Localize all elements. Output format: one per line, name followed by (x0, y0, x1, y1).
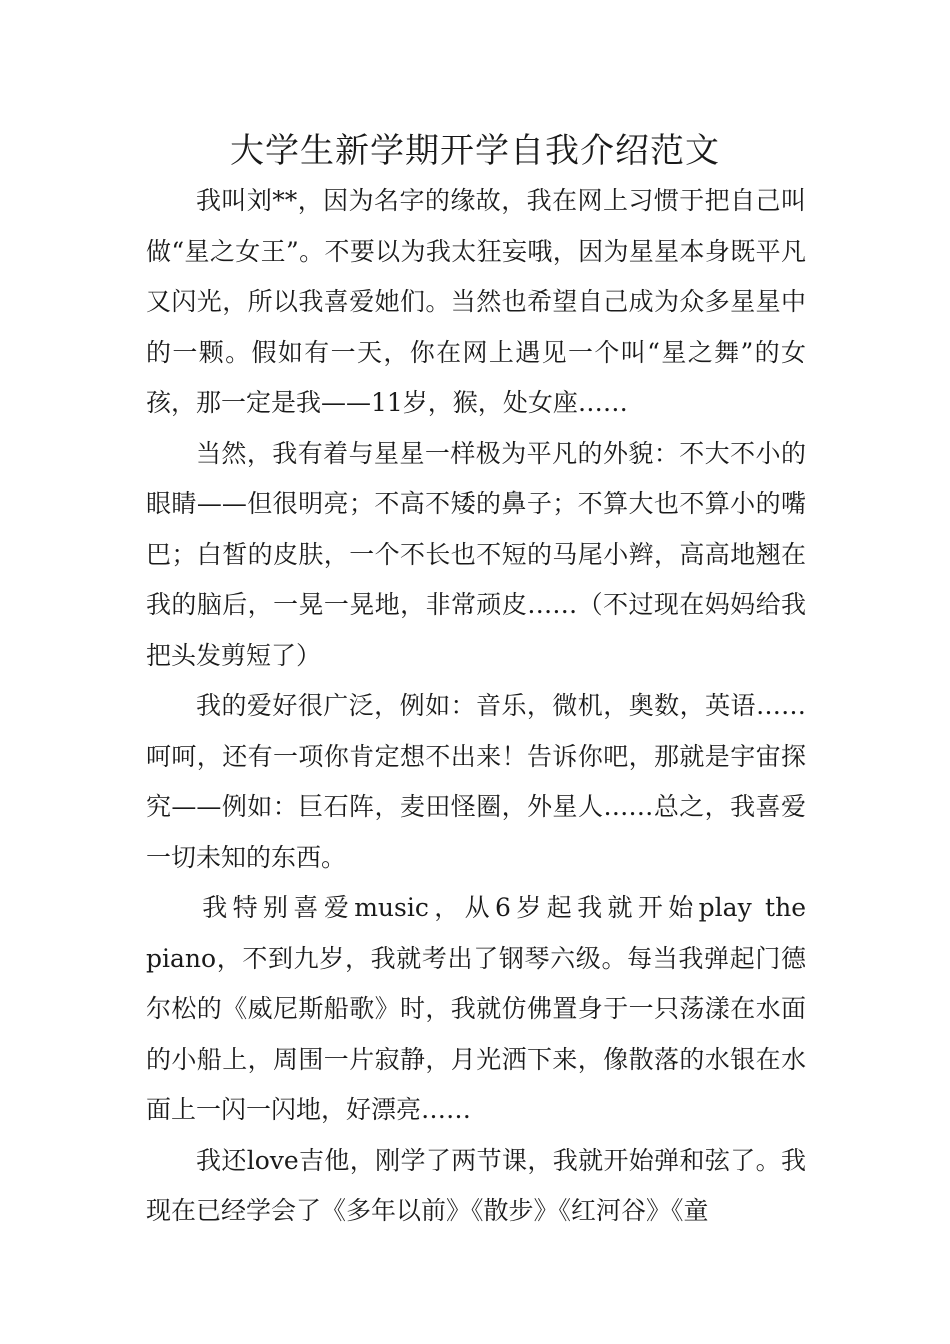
document-title: 大学生新学期开学自我介绍范文 (230, 131, 720, 171)
paragraph-guitar: 我还love吉他，刚学了两节课，我就开始弹和弦了。我现在已经学会了《多年以前》《散步》《红河谷》《童 (146, 1145, 806, 1225)
paragraph-hobbies: 我的爱好很广泛，例如：音乐，微机，奥数，英语……呵呵，还有一项你肯定想不出来！告诉你吧，那就是宇宙探究——例如：巨石阵，麦田怪圈，外星人……总之，我喜爱一切未知的东西。 (146, 691, 806, 872)
paragraph-intro: 我叫刘**，因为名字的缘故，我在网上习惯于把自己叫做“星之女王”。不要以为我太狂妄哦，因为星星本身既平凡又闪光，所以我喜爱她们。当然也希望自己成为众多星星中的一颗。假如有一天，你在网上遇见一个叫“星之舞”的女孩，那一定是我——11岁，猴，处女座…… (146, 186, 806, 417)
paragraph-appearance: 当然，我有着与星星一样极为平凡的外貌：不大不小的眼睛——但很明亮；不高不矮的鼻子；不算大也不算小的嘴巴；白皙的皮肤，一个不长也不短的马尾小辫，高高地翘在我的脑后，一晃一晃地，非常顽皮……（不过现在妈妈给我把头发剪短了） (146, 438, 806, 670)
document-body (146, 176, 806, 1237)
paragraph-music: 我特别喜爱music，从6岁起我就开始play the piano，不到九岁，我就考出了钢琴六级。每当我弹起门德尔松的《威尼斯船歌》时，我就仿佛置身于一只荡漾在水面的小船上，周围一片寂静，月光洒下来，像散落的水银在水面上一闪一闪地，好漂亮…… (146, 893, 806, 1124)
